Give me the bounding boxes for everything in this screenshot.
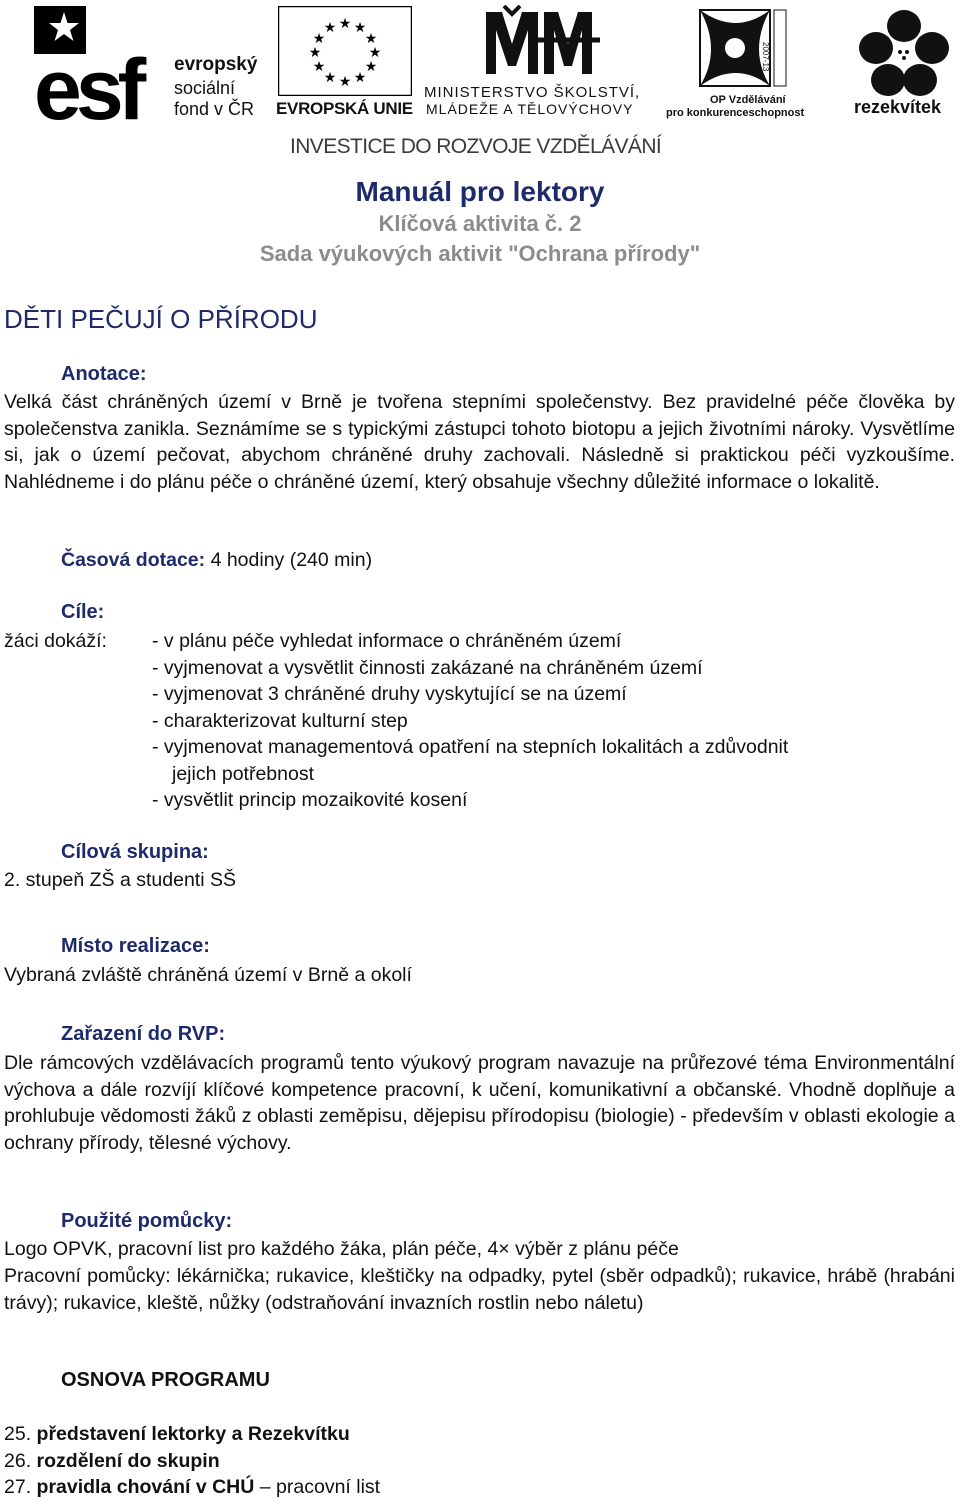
msmt-line-1: MINISTERSTVO ŠKOLSTVÍ, (424, 84, 641, 101)
program-item-title: pravidla chování v CHÚ (36, 1476, 255, 1498)
goal-item: - vyjmenovat managementová opatření na stepních lokalitách a zdůvodnit (152, 736, 789, 758)
svg-text:★: ★ (338, 74, 352, 90)
svg-text:esf: esf (34, 42, 141, 124)
svg-text:★: ★ (312, 31, 326, 47)
esf-line-2: sociální (174, 78, 236, 98)
program-item-extra: – pracovní list (254, 1476, 381, 1498)
svg-text:★: ★ (338, 16, 352, 32)
logo-bar (0, 0, 960, 125)
esf-line-3: fond v ČR (174, 99, 255, 119)
eu-label: EVROPSKÁ UNIE (276, 99, 413, 118)
program-item-title: rozdělení do skupin (36, 1449, 220, 1472)
opvk-mark-icon (696, 6, 788, 92)
program-item (4, 1474, 380, 1501)
svg-text:★: ★ (353, 20, 367, 36)
eu-flag-icon (278, 6, 412, 96)
svg-text:★: ★ (308, 45, 322, 61)
buttercup-flower-icon (854, 8, 954, 98)
svg-text:★: ★ (323, 70, 337, 86)
place-heading: Místo realizace: (61, 935, 210, 957)
program-item (4, 1448, 380, 1475)
goal-item: - vyjmenovat a vysvětlit činnosti zakázané na chráněném území (152, 656, 703, 679)
target-heading: Cílová skupina: (61, 841, 209, 863)
aids-line-1: Logo OPVK, pracovní list pro každého žáka, plán péče, 4× výběr z plánu péče (4, 1238, 679, 1260)
eu-logo (276, 6, 416, 118)
goal-item: - vyjmenovat 3 chráněné druhy vyskytující se na území (152, 683, 627, 705)
svg-text:★: ★ (312, 59, 326, 75)
program-heading: OSNOVA PROGRAMU (61, 1369, 270, 1391)
goal-item: - v plánu péče vyhledat informace o chráněném území (152, 630, 622, 652)
time-label: Časová dotace: (61, 549, 206, 571)
rezekvitek-logo (848, 8, 960, 120)
program-item-number: 25. (4, 1423, 32, 1445)
msmt-logo (424, 4, 660, 118)
activity-title: Klíčová aktivita č. 2 (378, 211, 582, 236)
goals-subject: žáci dokáží: (4, 630, 107, 652)
svg-text:★: ★ (353, 70, 367, 86)
goal-item: - vysvětlit princip mozaikovité kosení (152, 789, 468, 811)
esf-line-1: evropský (174, 54, 258, 75)
program-item-number: 26. (4, 1449, 32, 1472)
set-title: Sada výukových aktivit "Ochrana přírody" (259, 241, 701, 266)
doc-title: DĚTI PEČUJÍ O PŘÍRODU (4, 304, 318, 334)
program-item-number: 27. (4, 1476, 32, 1498)
svg-text:★: ★ (368, 45, 382, 61)
program-item (4, 1421, 380, 1448)
program-item-title: představení lektorky a Rezekvítku (36, 1423, 350, 1445)
rezekvitek-label: rezekvítek (854, 97, 942, 117)
svg-text:★: ★ (364, 31, 378, 47)
rvp-text: Dle rámcových vzdělávacích programů tento výukový program navazuje na průřezové téma Environmentální výchova a dále rozvíjí klíčové kompetence pracovní, k učení, komunikativní a občanské. Vhodně doplňuje a prohlubuje vědomosti žáků z oblasti zeměpisu, dějepisu přírodopisu (biologie) - především v oblasti ekologie a ochrany přírody, tělesné výchovy. (4, 1052, 955, 1154)
aids-text: Pracovní pomůcky: lékárnička; rukavice, kleštičky na odpadky, pytel (sběr odpadků); rukavice, hrábě (hrabáni trávy); rukavice, kleště, nůžky (odstraňování invazních rostlin nebo náletu) (4, 1265, 955, 1314)
program-list (4, 1421, 380, 1501)
msmt-mark-icon (482, 4, 602, 78)
msmt-line-2: MLÁDEŽE A TĚLOVÝCHOVY (426, 101, 634, 117)
manual-title: Manuál pro lektory (355, 176, 605, 207)
opvk-years: 2007-13 (761, 42, 770, 72)
aids-heading: Použité pomůcky: (61, 1210, 233, 1232)
svg-text:★: ★ (323, 20, 337, 36)
svg-text:★: ★ (364, 59, 378, 75)
annotation-heading: Anotace: (61, 363, 147, 385)
rvp-heading: Zařazení do RVP: (61, 1023, 226, 1045)
target-text: 2. stupeň ZŠ a studenti SŠ (4, 869, 236, 891)
tagline: INVESTICE DO ROZVOJE VZDĚLÁVÁNÍ (290, 135, 662, 158)
time-value: 4 hodiny (240 min) (210, 549, 373, 571)
place-text: Vybraná zvláště chráněná území v Brně a okolí (4, 964, 412, 986)
time-row (61, 549, 372, 572)
goals-list (152, 628, 788, 814)
opvk-logo (660, 6, 825, 118)
goal-item: - charakterizovat kulturní step (152, 709, 408, 732)
goals-heading: Cíle: (61, 601, 105, 623)
esf-logo (34, 6, 274, 124)
opvk-line-1: OP Vzdělávání (710, 94, 786, 106)
esf-mark-icon (34, 6, 164, 124)
annotation-text: Velká část chráněných území v Brně je tvořena stepními společenstvy. Bez pravidelné péče člověka by společenstva zanikla. Seznámíme se s typickými zástupci tohoto biotopu a jejich životními nároky. Vysvětlíme si, jak o území pečovat, abychom chráněné druhy zachovali. Následně si praktickou péči vyzkoušíme. Nahlédneme i do plánu péče o chráněné území, který obsahuje všechny důležité informace o lokalitě. (4, 391, 955, 493)
opvk-line-2: pro konkurenceschopnost (666, 107, 805, 119)
goal-item-continuation: jejich potřebnost (172, 762, 315, 785)
